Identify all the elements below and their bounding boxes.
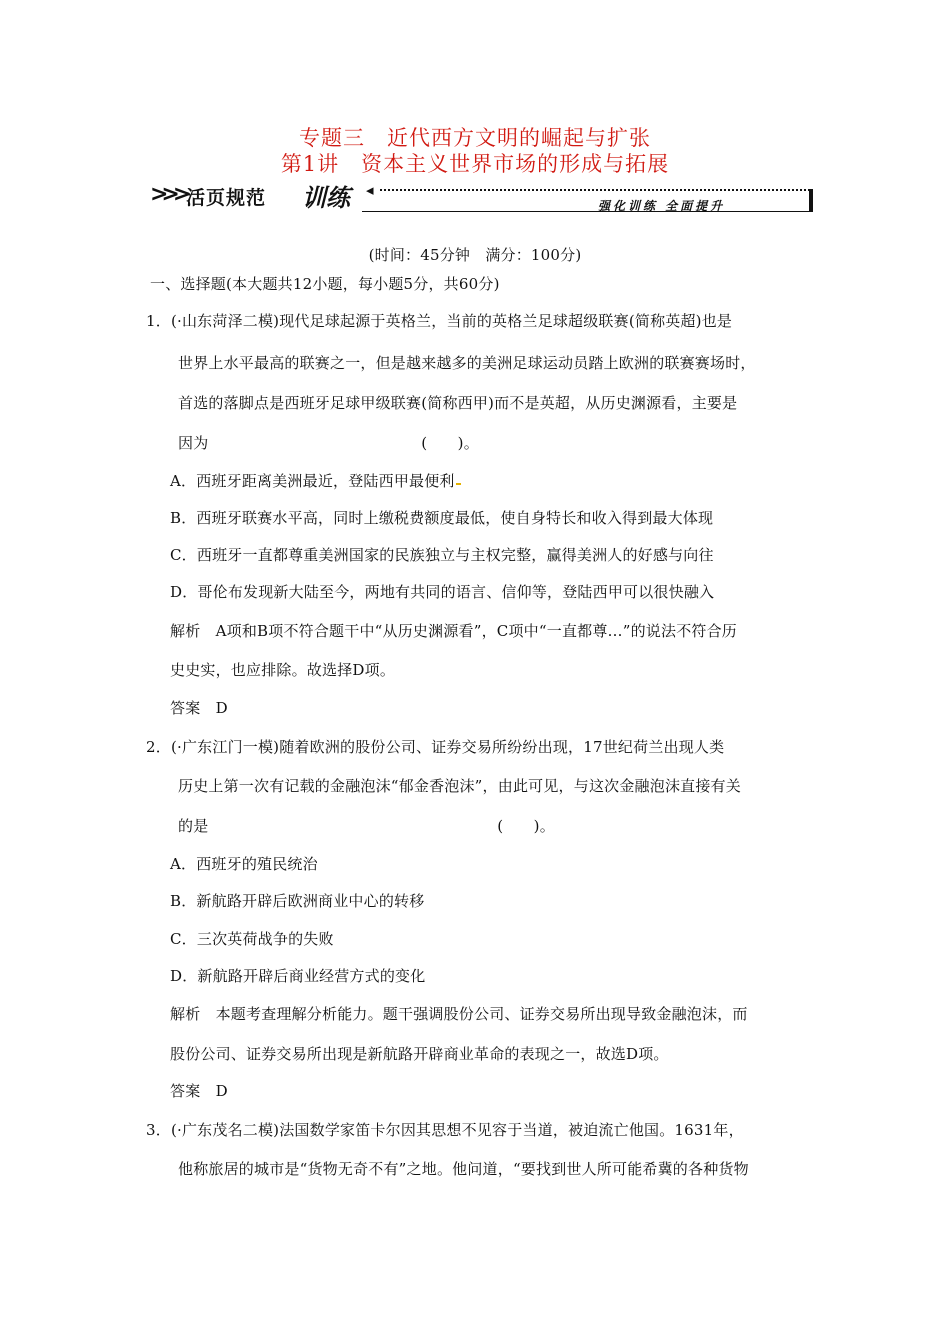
q1-option-c: C．西班牙一直都尊重美洲国家的民族独立与主权完整，赢得美洲人的好感与向往 [170, 546, 714, 564]
q2-option-a: A．西班牙的殖民统治 [170, 855, 318, 873]
q2-analysis-line-2: 股份公司、证券交易所出现是新航路开辟商业革命的表现之一，故选D项。 [170, 1045, 669, 1063]
q3-stem-line-2: 他称旅居的城市是“货物无奇不有”之地。他问道，“要找到世人所可能希冀的各种货物 [178, 1160, 749, 1178]
topic-title: 专题三 近代西方文明的崛起与扩张 [299, 126, 651, 150]
lesson-title: 第1讲 资本主义世界市场的形成与拓展 [280, 152, 670, 176]
section-heading: 一、选择题(本大题共12小题，每小题5分，共60分) [150, 275, 500, 293]
q1-analysis-line-1: 解析 A项和B项不符合题干中“从历史渊源看”，C项中“一直都尊…”的说法不符合历 [170, 622, 738, 640]
practice-banner [150, 178, 815, 218]
q3-stem-line-1: 3．(·广东茂名二模)法国数学家笛卡尔因其思想不见容于当道，被迫流亡他国。1631年， [146, 1121, 744, 1139]
q1-option-a: A．西班牙距离美洲最近，登陆西甲最便利 [170, 470, 461, 491]
q2-stem-line-2: 历史上第一次有记载的金融泡沫“郁金香泡沫”，由此可见，与这次金融泡沫直接有关 [178, 777, 741, 795]
q2-answer: 答案 D [170, 1082, 228, 1100]
banner-left-label: 活页规范 [186, 187, 267, 209]
arrow-left-icon: ◂ [366, 181, 374, 199]
q1-option-d: D．哥伦布发现新大陆至今，两地有共同的语言、信仰等，登陆西甲可以很快融入 [170, 583, 715, 601]
q2-option-c: C．三次英荷战争的失败 [170, 930, 334, 948]
q1-stem-line-2: 世界上水平最高的联赛之一，但是越来越多的美洲足球运动员踏上欧洲的联赛赛场时， [178, 354, 756, 372]
q1-stem-line-4: 因为 ( )。 [178, 434, 479, 452]
q2-analysis-line-1: 解析 本题考查理解分析能力。题干强调股份公司、证券交易所出现导致金融泡沫，而 [170, 1005, 748, 1023]
banner-big-label: 训练 [302, 184, 350, 212]
q1-option-b: B．西班牙联赛水平高，同时上缴税费额度最低，使自身特长和收入得到最大体现 [170, 509, 714, 527]
q1-answer: 答案 D [170, 699, 228, 717]
q2-option-b: B．新航路开辟后欧洲商业中心的转移 [170, 892, 425, 910]
q1-stem-line-3: 首选的落脚点是西班牙足球甲级联赛(简称西甲)而不是英超，从历史渊源看，主要是 [178, 394, 738, 412]
banner-right-label: 强化训练 全面提升 [598, 199, 726, 213]
double-chevron-icon: >>> [150, 182, 185, 207]
cursor-mark [456, 483, 461, 485]
q2-stem-line-1: 2．(·广东江门一模)随着欧洲的股份公司、证券交易所纷纷出现，17世纪荷兰出现人类 [146, 738, 725, 756]
exam-meta: (时间：45分钟 满分：100分) [368, 246, 582, 264]
q2-option-d: D．新航路开辟后商业经营方式的变化 [170, 967, 426, 985]
banner-rule [362, 211, 810, 212]
q2-stem-line-3: 的是 ( )。 [178, 817, 555, 835]
q1-analysis-line-2: 史史实，也应排除。故选择D项。 [170, 661, 396, 679]
q1-stem-line-1: 1．(·山东菏泽二模)现代足球起源于英格兰，当前的英格兰足球超级联赛(简称英超)也是 [146, 312, 733, 330]
banner-end-bar [809, 189, 813, 212]
banner-dotted-rule [380, 189, 810, 191]
